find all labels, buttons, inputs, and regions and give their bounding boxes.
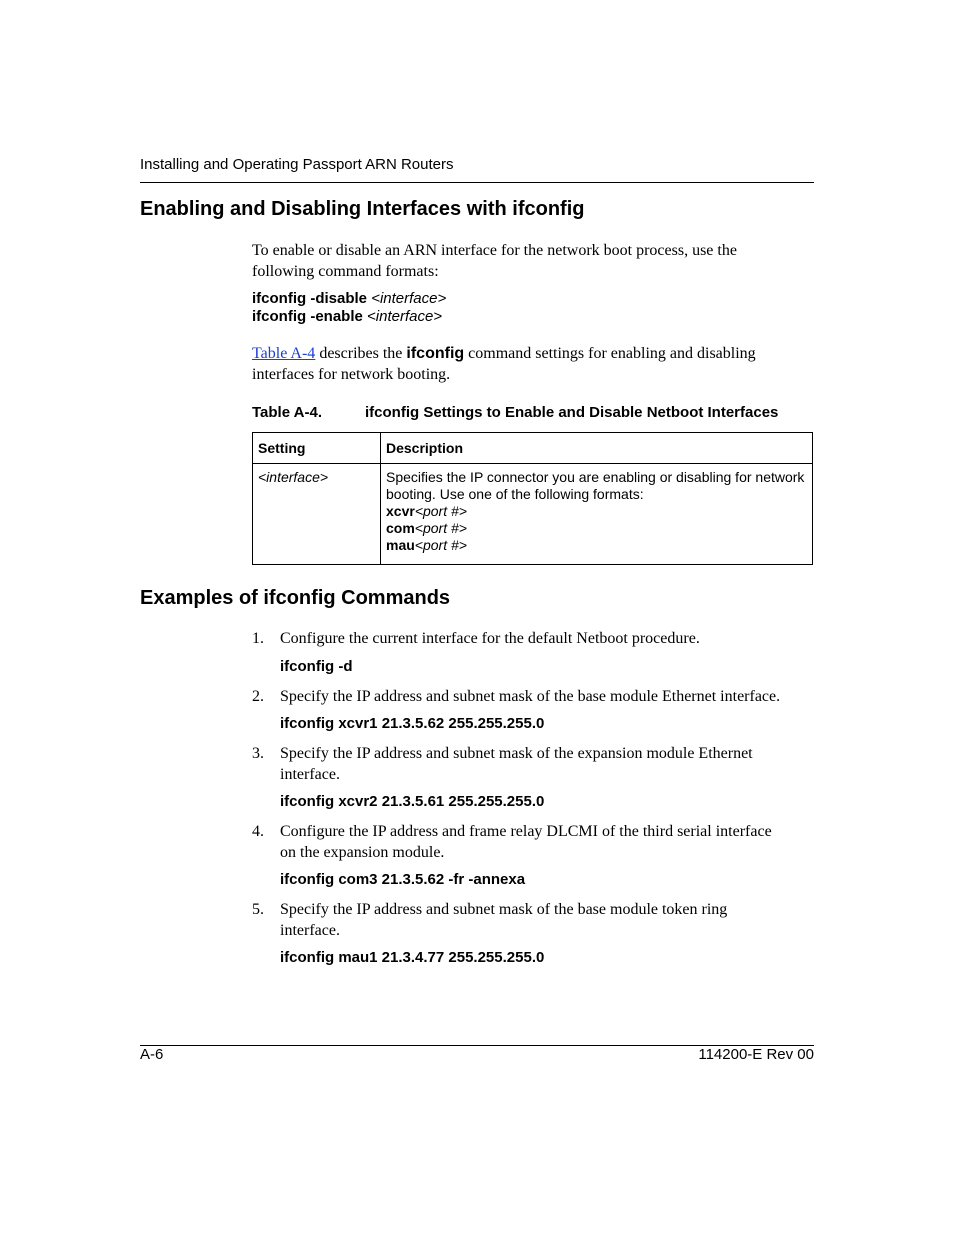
step-text: Specify the IP address and subnet mask of the expansion module Ethernet interface. (280, 745, 753, 783)
format-arg: <port #> (414, 537, 467, 553)
command-arg: <interface> (367, 308, 443, 325)
table-reference-paragraph (252, 343, 814, 385)
step-number: 5. (252, 901, 264, 918)
format-name: com (386, 520, 415, 536)
setting-value: <interface> (258, 469, 329, 485)
settings-table (252, 432, 813, 565)
section-heading-examples: Examples of ifconfig Commands (140, 587, 451, 609)
command-name: ifconfig -enable (252, 308, 363, 325)
step-text: Specify the IP address and subnet mask of the base module Ethernet interface. (280, 688, 781, 705)
cell-setting (253, 464, 381, 565)
step-text: Specify the IP address and subnet mask of the base module token ring interface. (280, 901, 728, 939)
command-disable (252, 290, 446, 308)
step-command: ifconfig com3 21.3.5.62 -fr -annexa (280, 871, 526, 888)
step-number: 2. (252, 688, 264, 705)
description-line-1: Specifies the IP connector you are enabling or disabling for network (386, 469, 805, 485)
running-header: Installing and Operating Passport ARN Routers (140, 156, 454, 173)
format-name: xcvr (386, 503, 415, 519)
format-arg: <port #> (414, 520, 467, 536)
command-arg: <interface> (371, 290, 447, 307)
header-rule (140, 182, 814, 183)
header-description: Description (381, 433, 813, 464)
step-number: 3. (252, 745, 264, 762)
table-caption-title: ifconfig Settings to Enable and Disable Netboot Interfaces (365, 404, 779, 421)
format-name: mau (386, 537, 415, 553)
step-number: 1. (252, 630, 264, 647)
page-number: A-6 (140, 1046, 164, 1063)
section-heading-enabling: Enabling and Disabling Interfaces with ifconfig (140, 198, 585, 220)
step-command: ifconfig mau1 21.3.4.77 255.255.255.0 (280, 949, 545, 966)
header-setting: Setting (253, 433, 381, 464)
command-enable (252, 308, 442, 326)
step-command: ifconfig -d (280, 658, 353, 675)
step-text: Configure the current interface for the default Netboot procedure. (280, 630, 700, 647)
cell-description (381, 464, 813, 565)
step-number: 4. (252, 823, 264, 840)
description-line-2: booting. Use one of the following formats: (386, 486, 644, 502)
ref-bold-ifconfig: ifconfig (406, 345, 465, 362)
table-caption-label: Table A-4. (252, 404, 323, 421)
intro-line-1: To enable or disable an ARN interface for the network boot process, use the (252, 242, 737, 259)
ref-text-1: describes the (315, 345, 407, 362)
format-arg: <port #> (414, 503, 467, 519)
step-command: ifconfig xcvr2 21.3.5.61 255.255.255.0 (280, 793, 545, 810)
table-row (253, 464, 813, 565)
ref-text-2: command settings for enabling and disabling (464, 345, 756, 362)
document-id: 114200-E Rev 00 (698, 1046, 814, 1063)
ref-line-2: interfaces for network booting. (252, 366, 451, 383)
step-command: ifconfig xcvr1 21.3.5.62 255.255.255.0 (280, 715, 545, 732)
step-text: Configure the IP address and frame relay DLCMI of the third serial interface on the expansion module. (280, 823, 772, 861)
table-header-row (253, 433, 813, 464)
command-name: ifconfig -disable (252, 290, 368, 307)
intro-paragraph (252, 240, 814, 282)
intro-line-2: following command formats: (252, 263, 439, 280)
table-a4-link[interactable]: Table A-4 (252, 345, 316, 362)
